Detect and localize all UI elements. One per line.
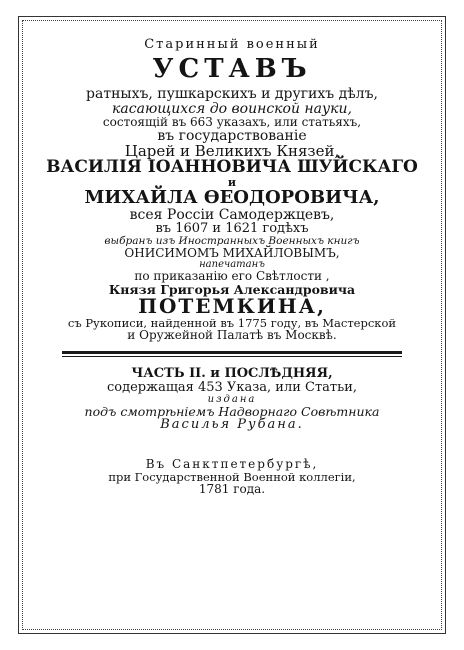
title-line: выбранъ изъ Иностранныхъ Военныхъ книгъ — [104, 234, 360, 247]
title-line: въ государствованіе — [157, 127, 307, 144]
editor-name: Василья Рубана. — [160, 417, 304, 433]
double-rule-divider — [62, 351, 402, 357]
tsar-name-vasily: ВАСИЛІЯ ІОАННОВИЧА ШУЙСКАГО — [46, 157, 418, 178]
title-line: и Оружейной Палатѣ въ Москвѣ. — [127, 327, 337, 342]
title-line: касающихся до воинской науки, — [112, 100, 352, 117]
title-line: напечатанъ — [199, 258, 265, 270]
title-line: состоящій въ 663 указахъ, или статьяхъ, — [102, 115, 362, 130]
patron-name: ПОТЕМКИНА, — [138, 293, 326, 318]
imprint-publisher: при Государственной Военной коллегіи, — [108, 469, 356, 484]
title-line: Князя Григорья Александровича — [108, 281, 356, 297]
subtitle-line: Старинный военный — [144, 37, 320, 52]
title-content — [26, 38, 438, 495]
title-line: Царей и Великихъ Князей, — [124, 141, 340, 160]
conjunction: и — [227, 176, 237, 190]
title-line: по приказанію его Свѣтлости , — [134, 269, 330, 284]
imprint-year: 1781 года. — [198, 481, 266, 496]
part-heading: ЧАСТЬ II. и ПОСЛѢДНЯЯ, — [131, 366, 333, 382]
imprint-city: Въ Санктпетербургѣ, — [145, 456, 319, 471]
title-line: ратныхъ, пушкарскихъ и другихъ дѣлъ, — [86, 85, 378, 102]
compiler-name: ОНИСИМОМЪ МИХАЙЛОВЫМЪ, — [124, 245, 340, 260]
part-line: издана — [207, 393, 257, 405]
title-line: съ Рукописи, найденной въ 1775 году, въ Мастерской — [67, 315, 397, 330]
main-title: УСТАВЪ — [152, 53, 312, 84]
years-line: въ 1607 и 1621 годѣхъ — [155, 221, 309, 237]
part-line: подъ смотрѣніемъ Надворнаго Совѣтника — [84, 404, 380, 420]
title-line: всея Россіи Самодержцевъ, — [129, 206, 335, 223]
tsar-name-mikhail: МИХАЙЛА ѲЕОДОРОВИЧА, — [84, 186, 380, 208]
part-line: содержащая 453 Указа, или Статьи, — [106, 380, 357, 396]
